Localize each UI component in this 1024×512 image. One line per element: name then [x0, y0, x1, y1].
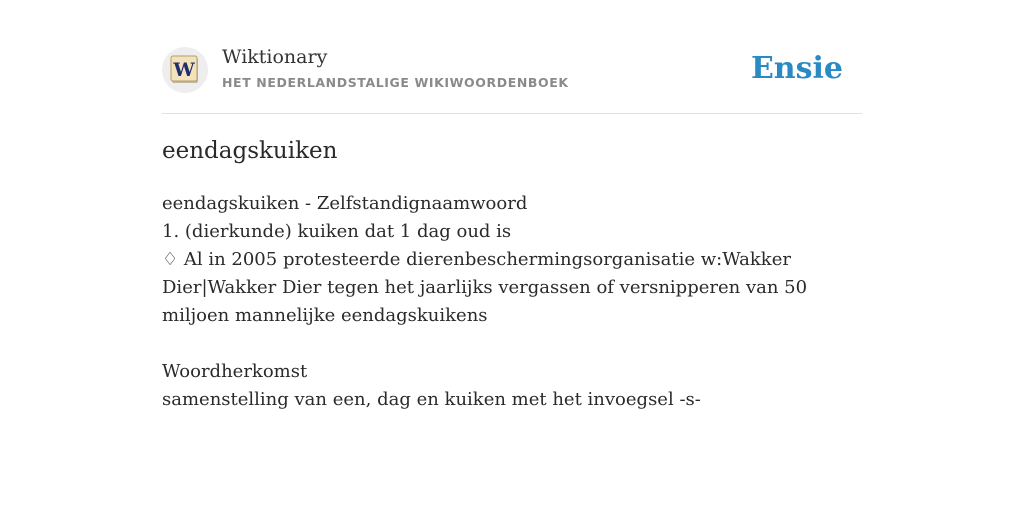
definition-item: 1. (dierkunde) kuiken dat 1 dag oud is [162, 221, 512, 242]
definition-heading: eendagskuiken - Zelfstandignaamwoord [162, 193, 528, 214]
site-name[interactable]: Wiktionary [222, 46, 328, 68]
paragraph-spacer [162, 330, 862, 358]
site-header [162, 0, 862, 114]
page [162, 0, 862, 410]
etymology-heading: Woordherkomst [162, 361, 308, 382]
brand-logo-link[interactable]: Ensie [750, 51, 843, 86]
site-tagline: HET NEDERLANDSTALIGE WIKIWOORDENBOEK [222, 75, 569, 90]
logo-letter: W [173, 59, 195, 81]
wiktionary-tile-icon [170, 55, 200, 85]
etymology-text: samenstelling van een, dag en kuiken met het invoegsel -s- [162, 389, 701, 410]
example-sentence: ♢ Al in 2005 protesteerde dierenbeschermingsorganisatie w:Wakker Dier|Wakker Dier tegen het jaarlijks vergassen of versnipperen van 50 miljoen mannelijke eendagskuikens [162, 249, 808, 326]
wiktionary-logo-icon[interactable] [162, 47, 208, 93]
page-title: eendagskuiken [162, 138, 338, 164]
entry-content [162, 190, 862, 414]
